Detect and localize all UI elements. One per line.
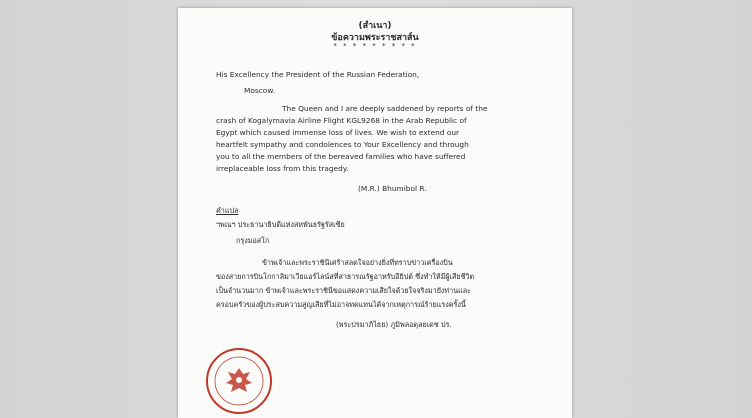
thai-body-line: ครอบครัวของผู้ประสบความสูญเสียที่ไม่อาจทดแทนได้จากเหตุการณ์ร้ายแรงครั้งนี้ (216, 300, 466, 309)
document-title: ข้อความพระราชสาส์น (331, 33, 419, 43)
copy-mark: (สำเนา) (358, 21, 392, 31)
english-body-line: crash of Kogalymavia Airline Flight KGL9268 in the Arab Republic of (216, 116, 467, 125)
english-body-line: Egypt which caused immense loss of lives. We wish to extend our (216, 128, 460, 137)
royal-seal-stamp (206, 348, 272, 414)
thai-body-line: ของสายการบินโกกาลิมาเวียแอร์ไลน์สที่สาธารณรัฐอาหรับอียิปต์ ซึ่งทำให้มีผู้เสียชีวิต (216, 272, 475, 281)
thai-heading: คำแปล (216, 206, 239, 215)
english-body-line: irreplaceable loss from this tragedy. (216, 164, 349, 173)
english-signature: (M.R.) Bhumibol R. (358, 184, 427, 193)
star-divider: * * * * * * * * * (333, 42, 417, 50)
thai-city: กรุงมอสโก (236, 236, 270, 245)
english-body-line: you to all the members of the bereaved families who have suffered (216, 152, 466, 161)
garuda-emblem-icon (208, 350, 270, 412)
thai-body-line: ข้าพเจ้าและพระราชินีเศร้าสลดใจอย่างยิ่งที่ทราบข่าวเครื่องบิน (262, 258, 453, 267)
english-body-line: heartfelt sympathy and condolences to Your Excellency and through (216, 140, 469, 149)
english-addressee: His Excellency the President of the Russian Federation, (216, 70, 420, 79)
thai-body-line: เป็นจำนวนมาก ข้าพเจ้าและพระราชินีขอแสดงความเสียใจด้วยใจจริงมายังท่านและ (216, 286, 472, 295)
royal-message-document (178, 8, 572, 418)
english-body-line: The Queen and I are deeply saddened by reports of the (282, 104, 488, 113)
thai-addressee: ฯพณฯ ประธานาธิบดีแห่งสหพันธรัฐรัสเซีย (216, 220, 345, 229)
english-city: Moscow. (244, 86, 276, 95)
thai-signature: (พระปรมาภิไธย) ภูมิพลอดุลยเดช ปร. (336, 320, 452, 329)
